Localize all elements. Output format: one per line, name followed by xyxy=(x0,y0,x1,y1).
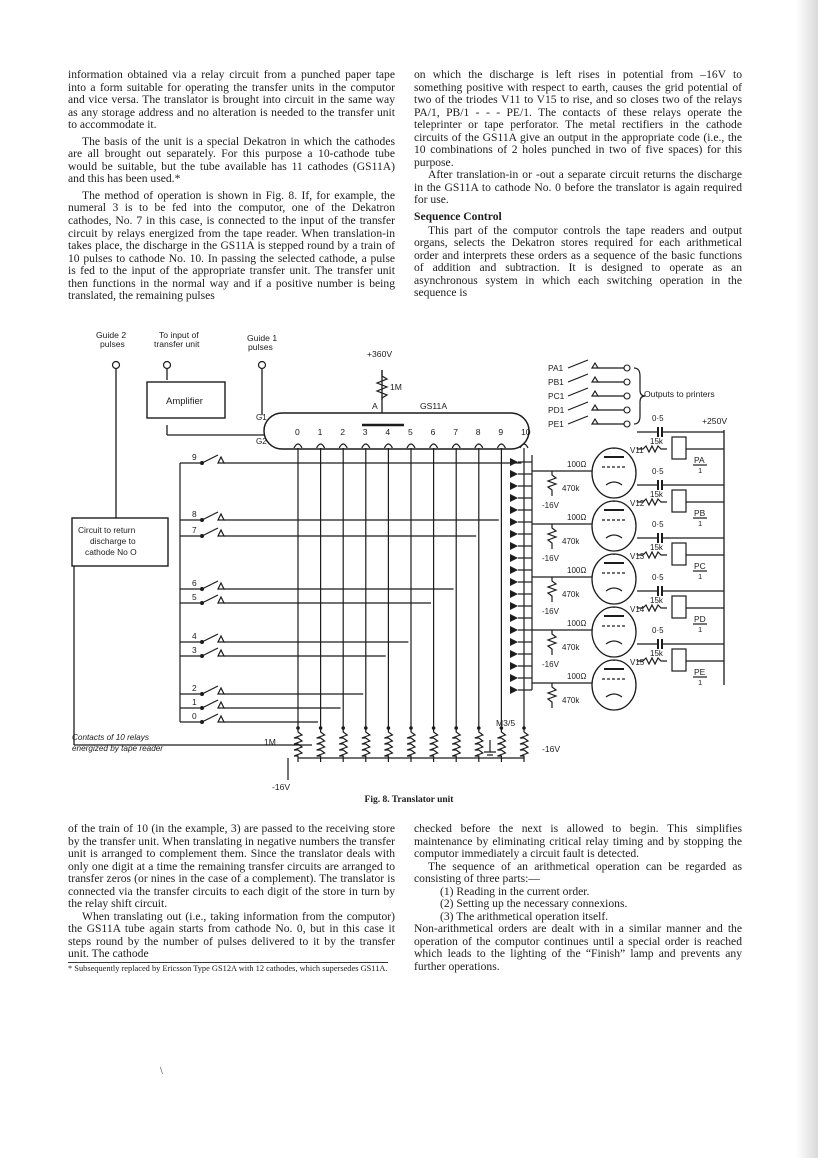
rectifier xyxy=(510,470,518,478)
paragraph: After translation-in or -out a separate circuit returns the discharge in the GS11A to cathode No. 0 before the translator is again required for use. xyxy=(414,168,742,207)
anode-supply xyxy=(367,349,447,411)
paragraph: information obtained via a relay circuit from a punched paper tape into a form suitable for operating the transfer units in the computor and vice versa. The translator is brought into circuit in the same way as any storage address and no alteration is needed to the transfer unit to accommodate it. xyxy=(68,68,395,132)
rectifier xyxy=(510,518,518,526)
relay-label: PD xyxy=(694,614,706,624)
paragraph: The method of operation is shown in Fig. 8. If, for example, the numeral 3 is to be fed into the computor, one of the Dekatron cathodes, No. 7 in this case, is connected to the input of the transfer circuit by relays energized from the tape reader. When translation-in takes place, the discharge in the GS11A is stepped round by a train of 10 pulses to cathode No. 10. In passing the selected cathode, a pulse is fed to the input of the appropriate transfer unit. The transfer unit then functions in the normal way and if a positive number is being translated, the remaining pulses xyxy=(68,188,395,303)
contact-blade xyxy=(202,714,218,722)
contact-fixed xyxy=(218,583,224,589)
output-terminal xyxy=(624,393,630,399)
paragraph: checked before the next is allowed to begin. This simplifies maintenance by eliminating critical relay timing and by stopping the computor immediately a circuit fault is detected. xyxy=(414,822,742,861)
printer-relay-label: PB1 xyxy=(548,377,564,387)
neg16-label: -16V xyxy=(542,607,559,616)
rk-label: 15k xyxy=(650,543,663,552)
relay-fixed xyxy=(592,363,598,368)
cathode-resistor xyxy=(362,728,370,762)
tube-label: GS11A xyxy=(420,401,448,411)
rectifier xyxy=(510,686,518,694)
rectifier xyxy=(510,662,518,670)
amplifier-label: Amplifier xyxy=(166,396,203,407)
guide2-terminal xyxy=(96,330,126,369)
relay-sub: 1 xyxy=(698,466,703,475)
contact-number: 6 xyxy=(192,578,197,588)
rectifier xyxy=(510,602,518,610)
rectifier xyxy=(510,638,518,646)
paragraph: When translating out (i.e., taking information from the computor) the GS11A tube again starts from cathode No. 0, but in this case it steps round by the number of pulses delivered to it by the transfer unit. The cathode xyxy=(68,909,395,961)
relay-coil xyxy=(672,596,686,618)
contact-fixed xyxy=(218,688,224,694)
rk-label: 15k xyxy=(650,649,663,658)
cathode-label: 10 xyxy=(521,427,531,437)
rectifier xyxy=(510,482,518,490)
r100-label: 100Ω xyxy=(567,619,587,628)
g1-label: G1 xyxy=(256,413,267,422)
rectifier xyxy=(510,542,518,550)
cathode-resistors xyxy=(288,728,528,780)
r470 xyxy=(548,471,556,496)
contact-blade xyxy=(202,700,218,708)
contact-number: 1 xyxy=(192,697,197,707)
valve-envelope xyxy=(592,607,636,657)
contact-number: 3 xyxy=(192,645,197,655)
output-terminal xyxy=(624,421,630,427)
valve-stages xyxy=(532,414,724,710)
relay-fixed xyxy=(592,377,598,382)
contact-number: 9 xyxy=(192,452,197,462)
rectifier xyxy=(510,458,518,466)
cathode-resistor xyxy=(452,728,460,762)
contact-fixed xyxy=(218,702,224,708)
guide2-label: Guide 2 xyxy=(96,330,127,340)
cathode-label: 5 xyxy=(408,427,413,437)
relay-fixed xyxy=(592,391,598,396)
cathode-resistor xyxy=(497,728,505,762)
cathode-label: 6 xyxy=(430,427,436,437)
bottom-supply xyxy=(72,718,515,792)
paragraph: on which the discharge is left rises in potential from –16V to something positive with respect to earth, causes the grid potential of two of the triodes V11 to V15 to rise, and so closes two of the relays PA/1, PB/1 - - - PE/1. The contacts of these relays operate the teleprinter or tape perforator. The metal rectifiers in the cathode circuits of the GS11A give an output in the appropriate code (i.e., the 10 combinations of 2 holes punched in two of five spaces) for this purpose. xyxy=(414,68,742,169)
cathode-resistor xyxy=(407,728,415,762)
cathode-resistor xyxy=(430,728,438,762)
r100-label: 100Ω xyxy=(567,513,587,522)
relay-sub: 1 xyxy=(698,519,703,528)
return-label-2: discharge to xyxy=(90,536,136,546)
rk-label: 15k xyxy=(650,437,663,446)
cathode-label: 9 xyxy=(498,427,504,437)
neg16-label: -16V xyxy=(542,501,559,510)
cap-label: 0·5 xyxy=(652,467,664,476)
relay-coil xyxy=(672,437,686,459)
contact-blade xyxy=(202,686,218,694)
rk-label: 15k xyxy=(650,596,663,605)
rectifier xyxy=(510,578,518,586)
relay-blade xyxy=(568,360,588,368)
m35-label: M3/5 xyxy=(496,718,516,728)
guide1-label: Guide 1 xyxy=(247,333,278,343)
output-terminal xyxy=(624,407,630,413)
g2-label: G2 xyxy=(256,437,267,446)
rectifier xyxy=(510,530,518,538)
earth xyxy=(484,740,496,755)
output-terminal xyxy=(624,379,630,385)
paragraph: Non-arithmetical orders are dealt with in a similar manner and the operation of the computor continues until a special order is reached which leads to the lighting of the “Finish” lamp and prevents any further operations. xyxy=(414,922,742,974)
contact-fixed xyxy=(218,650,224,656)
valve-label: V15 xyxy=(630,658,645,667)
cathode-resistor xyxy=(384,728,392,762)
contact-fixed xyxy=(218,716,224,722)
contact-number: 5 xyxy=(192,592,197,602)
v360-label: +360V xyxy=(367,349,393,359)
relay-label: PC xyxy=(694,561,706,571)
relay-label: PE xyxy=(694,667,706,677)
valve-envelope xyxy=(592,448,636,498)
list-item: (2) Setting up the necessary connexions. xyxy=(440,897,628,911)
relay-sub: 1 xyxy=(698,625,703,634)
cap-label: 0·5 xyxy=(652,414,664,423)
neg16-label: -16V xyxy=(542,660,559,669)
page-edge-shadow xyxy=(796,0,818,1158)
relay-label: PB xyxy=(694,508,706,518)
paragraph: This part of the computor controls the tape readers and output organs, selects the Dekatron stores required for each arithmetical order and interprets these orders as a sequence of the basic functions of addition and subtraction. It is designed to operate as an asynchronous system in which each switching operation in the sequence is xyxy=(414,223,742,300)
contact-blade xyxy=(202,455,218,463)
right-column-bottom xyxy=(414,823,742,974)
contact-fixed xyxy=(218,530,224,536)
rectifier xyxy=(510,614,518,622)
printer-relay-label: PD1 xyxy=(548,405,565,415)
contact-fixed xyxy=(218,636,224,642)
right-column-top xyxy=(414,69,742,300)
r100-label: 100Ω xyxy=(567,566,587,575)
v250-label: +250V xyxy=(702,416,728,426)
cathode-resistor xyxy=(520,728,528,762)
valve-envelope xyxy=(592,501,636,551)
rectifier xyxy=(510,590,518,598)
paragraph: of the train of 10 (in the example, 3) are passed to the receiving store by the transfer unit. When translating in negative numbers the transfer unit is arranged to complement them. Since the translator deals with only one digit at a time the remaining transfer circuits are arranged to transfer zeros (or nines in the case of a complement). The translator is connected via the transfer circuits to each digit of the store in turn by the relay shift circuit. xyxy=(68,822,395,911)
relay-blade xyxy=(568,416,588,424)
relay-fixed xyxy=(592,419,598,424)
r100-label: 100Ω xyxy=(567,672,587,681)
transfer-unit-label: transfer unit xyxy=(154,339,200,349)
cathode-label: 8 xyxy=(475,427,481,437)
contact-fixed xyxy=(218,457,224,463)
guide1-terminal xyxy=(247,333,277,369)
cap-label: 0·5 xyxy=(652,520,664,529)
cathode-resistor xyxy=(475,728,483,762)
amplifier-box xyxy=(147,382,225,418)
contact-blade xyxy=(202,634,218,642)
footnote-text: * Subsequently replaced by Ericsson Type GS12A with 12 cathodes, which supersedes GS11A. xyxy=(68,964,388,974)
valve-label: V14 xyxy=(630,605,645,614)
rectifier xyxy=(510,650,518,658)
rk-label: 15k xyxy=(650,490,663,499)
printer-outputs xyxy=(548,360,715,429)
contact-blade xyxy=(202,528,218,536)
cap-label: 0·5 xyxy=(652,573,664,582)
valve-label: V11 xyxy=(630,446,644,455)
contact-blade xyxy=(202,581,218,589)
cathode-resistor xyxy=(317,728,325,762)
contact-fixed xyxy=(218,514,224,520)
valve-label: V12 xyxy=(630,499,645,508)
relay-blade xyxy=(568,388,588,396)
relay-coil xyxy=(672,490,686,512)
list-item: (3) The arithmetical operation itself. xyxy=(440,909,609,923)
cap-label: 0·5 xyxy=(652,626,664,635)
r470 xyxy=(548,577,556,602)
contact-number: 2 xyxy=(192,683,197,693)
rectifier xyxy=(510,674,518,682)
outputs-label: Outputs to printers xyxy=(644,389,715,399)
paragraph: The sequence of an arithmetical operation can be regarded as consisting of three parts:— xyxy=(414,859,742,886)
relay-sub: 1 xyxy=(698,678,703,687)
relay-blade xyxy=(568,374,588,382)
contacts-label-1: Contacts of 10 relays xyxy=(72,733,149,742)
page-mark: \ xyxy=(160,1066,163,1077)
contact-blade xyxy=(202,512,218,520)
output-terminal xyxy=(624,365,630,371)
cathode-label: 4 xyxy=(385,427,391,437)
relay-label: PA xyxy=(694,455,705,465)
section-heading: Sequence Control xyxy=(414,210,502,224)
cathode-label: 1 xyxy=(317,427,323,437)
contact-blade xyxy=(202,648,218,656)
r470-label: 470k xyxy=(562,643,580,652)
rectifier xyxy=(510,626,518,634)
printer-relay-label: PC1 xyxy=(548,391,565,401)
cathode-label: 3 xyxy=(362,427,368,437)
relay-coil xyxy=(672,543,686,565)
r470-label: 470k xyxy=(562,696,580,705)
footnote xyxy=(68,962,388,974)
contact-blade xyxy=(202,595,218,603)
valve-envelope xyxy=(592,554,636,604)
list-item: (1) Reading in the current order. xyxy=(440,884,590,898)
return-label-3: cathode No O xyxy=(85,547,137,557)
paragraph: The basis of the unit is a special Dekatron in which the cathodes are all brought out separately. For this purpose a 10-cathode tube would be suitable, but the tube available has 11 cathodes (GS11A) and this has been used.* xyxy=(68,134,395,186)
rectifier xyxy=(510,554,518,562)
contact-fixed xyxy=(218,597,224,603)
relay-blade xyxy=(568,402,588,410)
contact-number: 4 xyxy=(192,631,197,641)
contact-number: 7 xyxy=(192,525,197,535)
contacts-label-2: energized by tape reader xyxy=(72,744,164,753)
r1m-bottom-label: 1M xyxy=(264,737,276,747)
transfer-input-terminal xyxy=(154,330,200,369)
r470-label: 470k xyxy=(562,537,580,546)
r470 xyxy=(548,524,556,549)
r470-label: 470k xyxy=(562,590,580,599)
cathode-label: 2 xyxy=(340,427,345,437)
r470-label: 470k xyxy=(562,484,580,493)
r470 xyxy=(548,683,556,708)
valve-label: V13 xyxy=(630,552,645,561)
cathode-label: 0 xyxy=(295,427,300,437)
printer-relay-label: PA1 xyxy=(548,363,564,373)
r100-label: 100Ω xyxy=(567,460,587,469)
return-circuit-box xyxy=(72,518,168,566)
left-column-top xyxy=(68,69,395,303)
valve-envelope xyxy=(592,660,636,710)
return-label-1: Circuit to return xyxy=(78,525,136,535)
neg16-label: -16V xyxy=(542,554,559,563)
rectifier xyxy=(510,566,518,574)
translator-circuit-diagram xyxy=(62,330,762,792)
contact-number: 8 xyxy=(192,509,197,519)
cathode-resistor xyxy=(339,728,347,762)
r470 xyxy=(548,630,556,655)
neg16-bottom-label: -16V xyxy=(272,782,291,792)
r1m-label: 1M xyxy=(390,382,402,392)
neg16-right-label: -16V xyxy=(542,744,561,754)
to-input-label: To input of xyxy=(159,330,199,340)
rectifier xyxy=(510,506,518,514)
relay-sub: 1 xyxy=(698,572,703,581)
left-column-bottom xyxy=(68,823,395,974)
relay-contacts xyxy=(180,452,521,724)
anode-label: A xyxy=(372,401,378,411)
rectifier-matrix xyxy=(510,455,532,694)
guide2-pulses-label: pulses xyxy=(100,339,125,349)
rectifier xyxy=(510,494,518,502)
guide1-pulses-label: pulses xyxy=(248,342,273,352)
relay-coil xyxy=(672,649,686,671)
cathode-label: 7 xyxy=(453,427,458,437)
printer-relay-label: PE1 xyxy=(548,419,564,429)
relay-fixed xyxy=(592,405,598,410)
contact-number: 0 xyxy=(192,711,197,721)
figure-caption: Fig. 8. Translator unit xyxy=(364,795,454,805)
